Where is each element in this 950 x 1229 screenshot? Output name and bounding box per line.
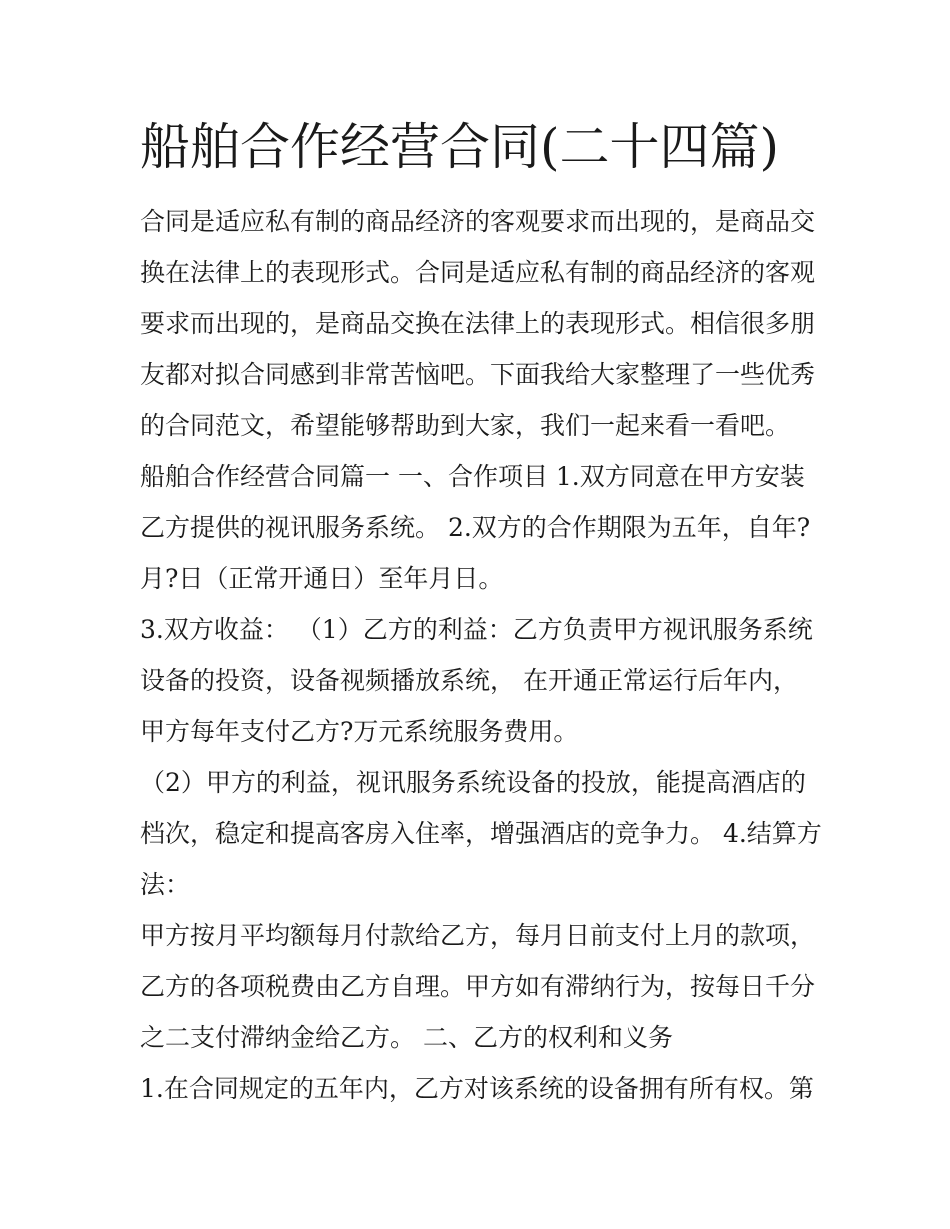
text-line: 1.在合同规定的五年内，乙方对该系统的设备拥有所有权。第 bbox=[140, 1074, 814, 1103]
text-line: 3.双方收益： （1）乙方的利益：乙方负责甲方视讯服务系统 bbox=[140, 615, 813, 644]
text-line: 船舶合作经营合同篇一 一、合作项目 1.双方同意在甲方安装 bbox=[140, 462, 805, 491]
text-line: 甲方按月平均额每月付款给乙方，每月日前支付上月的款项， bbox=[140, 921, 816, 950]
text-line: 之二支付滞纳金给乙方。 二、乙方的权利和义务 bbox=[140, 1023, 673, 1052]
text-line: 设备的投资，设备视频播放系统， 在开通正常运行后年内， bbox=[140, 666, 798, 695]
text-line: 乙方提供的视讯服务系统。 2.双方的合作期限为五年，自年? bbox=[140, 513, 811, 542]
text-line: 甲方每年支付乙方?万元系统服务费用。 bbox=[140, 717, 579, 746]
text-line: 乙方的各项税费由乙方自理。甲方如有滞纳行为，按每日千分 bbox=[140, 972, 816, 1001]
document-title: 船舶合作经营合同(二十四篇) bbox=[140, 118, 780, 176]
text-line: （2）甲方的利益，视讯服务系统设备的投放，能提高酒店的 bbox=[140, 768, 806, 797]
text-line: 的合同范文，希望能够帮助到大家，我们一起来看一看吧。 bbox=[140, 411, 791, 440]
text-line: 法： bbox=[140, 870, 191, 899]
text-line: 档次，稳定和提高客房入住率，增强酒店的竞争力。 4.结算方 bbox=[140, 819, 822, 848]
text-line: 要求而出现的，是商品交换在法律上的表现形式。相信很多朋 bbox=[140, 309, 816, 338]
text-line: 月?日（正常开通日）至年月日。 bbox=[140, 564, 504, 593]
text-line: 合同是适应私有制的商品经济的客观要求而出现的，是商品交 bbox=[140, 207, 816, 236]
text-line: 换在法律上的表现形式。合同是适应私有制的商品经济的客观 bbox=[140, 258, 816, 287]
text-line: 友都对拟合同感到非常苦恼吧。下面我给大家整理了一些优秀 bbox=[140, 360, 816, 389]
